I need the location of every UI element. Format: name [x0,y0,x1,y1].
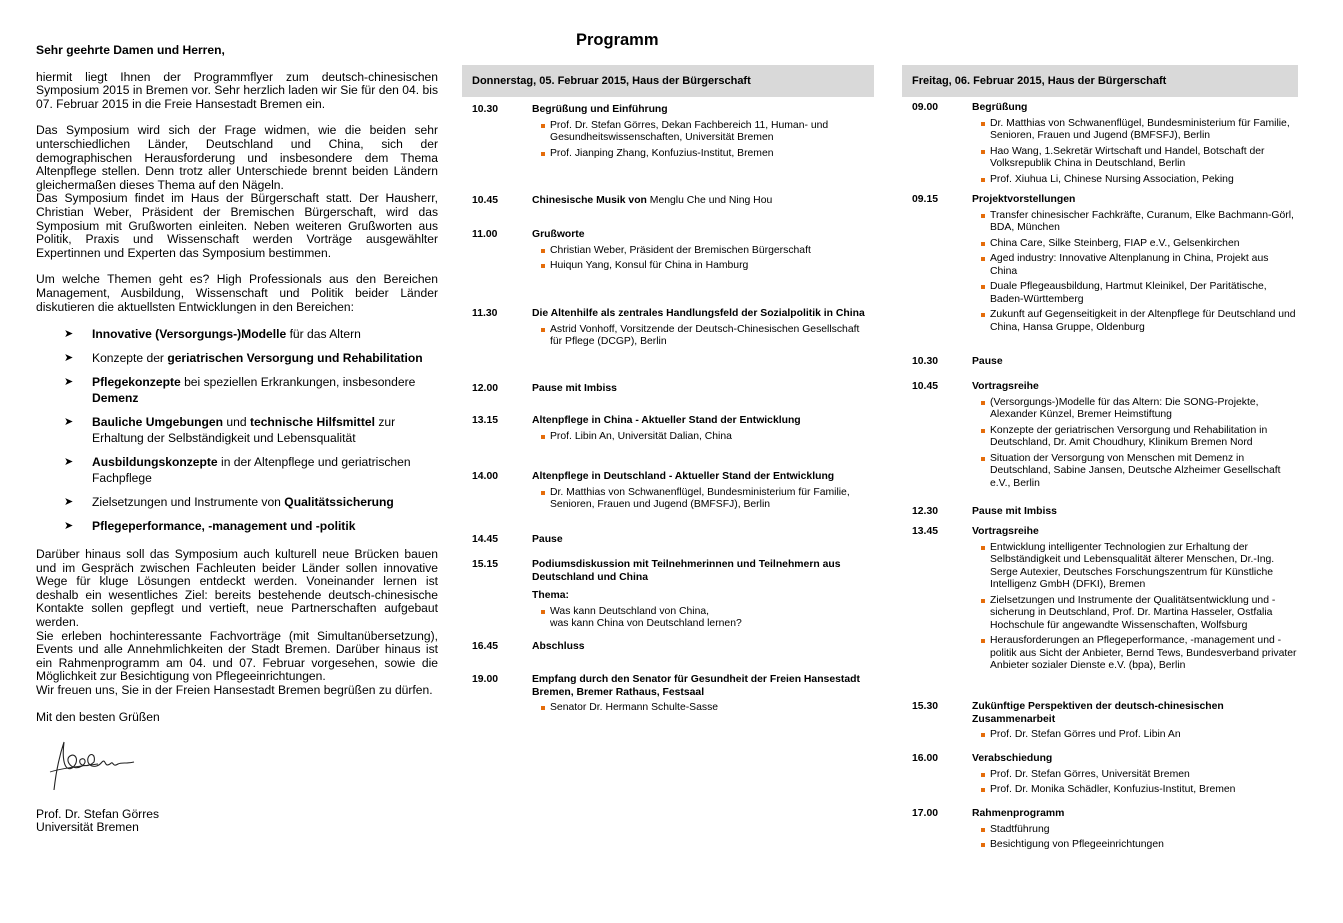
entry-content [532,641,874,654]
speaker-item: Astrid Vonhoff, Vorsitzende der Deutsch-Chinesischen Gesellschaft für Pflege (DCGP), Berlin [540,324,874,349]
entry-title: Empfang durch den Senator für Gesundheit der Freien Hansestadt Bremen, Bremer Rathaus, Festsaal [532,674,860,698]
speaker-item: Dr. Matthias von Schwanenflügel, Bundesministerium für Familie, Senioren, Frauen und Jugend (BMFSFJ), Berlin [980,118,1298,143]
entry-time: 12.00 [472,383,499,394]
speaker-list [972,769,1298,797]
invitation-letter [36,44,438,835]
speaker-item: Transfer chinesischer Fachkräfte, Curanum, Elke Bachmann-Görl, BDA, München [980,210,1298,235]
speaker-list [532,120,874,161]
letter-paragraph-3: Das Symposium findet im Haus der Bürgerschaft statt. Der Hausherr, Christian Weber, Präsident der Bremischen Bürgerschaft, wird das Symposium mit Grußworten einleiten. Neben weiteren Grußworten aus Politik, Praxis und Wissenschaft werden Vorträge ausgewählter Expertinnen und Experten das Symposium bestimmen. [36,191,438,260]
speaker-list [532,487,874,512]
letter-paragraph-2: Das Symposium wird sich der Frage widmen, wie die beiden sehr unterschiedlichen Länder, Deutschland und China, sich der demographischen Herausforderung und insbesondere dem Thema Altenpflege stellen. Denn trotz aller Unterschiede brennt beiden Ländern gleichermaßen dieses Thema auf den Nägeln. [36,123,438,192]
entry-title: Die Altenhilfe als zentrales Handlungsfeld der Sozialpolitik in China [532,308,865,319]
speaker-item: Konzepte der geriatrischen Versorgung und Rehabilitation in Deutschland, Dr. Amit Choudhury, Klinikum Bremen Nord [980,425,1298,450]
entry-title: Vortragsreihe [972,381,1039,392]
entry-title: Altenpflege in China - Aktueller Stand der Entwicklung [532,415,801,426]
entry-time: 11.30 [472,308,498,319]
entry-time: 10.45 [472,195,499,206]
arrow-bullet-icon: ➤ [64,416,74,429]
entry-time: 15.15 [472,559,499,570]
entry-title: Rahmenprogramm [972,808,1065,819]
entry-content [972,194,1298,337]
entry-time: 17.00 [912,808,939,819]
arrow-bullet-icon: ➤ [64,352,74,365]
entry-title: Abschluss [532,641,585,652]
speaker-list [532,324,874,349]
day2-column [902,65,1298,850]
topic-item: ➤ Ausbildungskonzepte in der Altenpflege und geriatrischen Fachpflege [64,455,411,486]
speaker-item: Zukunft auf Gegenseitigkeit in der Altenpflege für Deutschland und China, Hansa Gruppe, Oldenburg [980,309,1298,334]
entry-content [532,559,874,631]
entry-content [532,674,874,718]
entry-title: Pause [972,356,1003,367]
topic-item: ➤ Pflegeperformance, -management und -politik [64,519,356,534]
speaker-list [532,702,874,715]
entry-title: Pause mit Imbiss [972,506,1057,517]
speaker-item: Prof. Dr. Stefan Görres und Prof. Libin An [980,729,1298,742]
letter-paragraph-1: hiermit liegt Ihnen der Programmflyer zum deutsch-chinesischen Symposium 2015 in Bremen vor. Sehr herzlich laden wir Sie für den 04. bis 07. Februar 2015 in die Freie Hansestadt Bremen ein. [36,69,438,111]
entry-content [532,104,874,163]
speaker-item: Prof. Dr. Stefan Görres, Universität Bremen [980,769,1298,782]
speaker-list [972,542,1298,673]
discussion-topic-line: Was kann Deutschland von China, [540,606,874,619]
speaker-list [532,431,874,444]
entry-time: 12.30 [912,506,939,517]
speaker-item: Prof. Libin An, Universität Dalian, China [540,431,874,444]
topic-item: ➤ Innovative (Versorgungs-)Modelle für das Altern [64,327,361,342]
speaker-list [972,397,1298,491]
speaker-item: Stadtführung [980,824,1298,837]
entry-time: 10.30 [912,356,939,367]
speaker-list [972,824,1298,852]
entry-time: 19.00 [472,674,499,685]
program-title: Programm [576,31,659,49]
entry-title: Podiumsdiskussion mit Teilnehmerinnen und Teilnehmern aus Deutschland und China [532,559,841,583]
entry-content [532,471,874,515]
speaker-item: (Versorgungs-)Modelle für das Altern: Die SONG-Projekte, Alexander Künzel, Bremer Heimstiftung [980,397,1298,422]
entry-content [972,808,1298,855]
entry-time: 09.15 [912,194,939,205]
salutation: Sehr geehrte Damen und Herren, [36,43,225,57]
letter-paragraph-4: Um welche Themen geht es? High Professionals aus den Bereichen Management, Ausbildung, Wissenschaft und Politik beider Länder diskutieren die aktuellsten Entwicklungen in den Bereichen: [36,272,438,314]
speaker-item: Herausforderungen an Pflegeperformance, -management und -politik aus Sicht der Anbieter, Bernd Tews, Bundesverband privater Anbieter sozialer Dienste e.V. (bpa), Berlin [980,635,1298,673]
speaker-item: Prof. Xiuhua Li, Chinese Nursing Association, Peking [980,174,1298,187]
topic-item: ➤ Konzepte der geriatrischen Versorgung und Rehabilitation [64,351,423,366]
entry-time: 10.30 [472,104,499,115]
speaker-item: Prof. Dr. Stefan Görres, Dekan Fachbereich 11, Human- und Gesundheitswissenschaften, Universität Bremen [540,120,874,145]
day1-column [462,65,874,713]
speaker-item: Aged industry: Innovative Altenplanung in China, Projekt aus China [980,253,1298,278]
speaker-list [532,245,874,273]
topic-item: ➤ Bauliche Umgebungen und technische Hilfsmittel zur Erhaltung der Selbständigkeit und Lebensqualität [64,415,396,446]
speaker-item: Entwicklung intelligenter Technologien zur Erhaltung der Selbständigkeit und Lebensqualität älterer Menschen, Dr.-Ing. Serge Autexier, Deutsches Forschungszentrum für Künstliche Intelligenz GmbH (DFKI), Bremen [980,542,1298,592]
signer-name: Prof. Dr. Stefan Görres [36,806,159,821]
entry-title: Zukünftige Perspektiven der deutsch-chinesischen Zusammenarbeit [972,701,1224,725]
entry-title: Altenpflege in Deutschland - Aktueller Stand der Entwicklung [532,471,835,482]
entry-content [532,308,874,352]
entry-time: 14.00 [472,471,499,482]
entry-content [972,753,1298,800]
topic-item: ➤ Pflegekonzepte bei speziellen Erkrankungen, insbesondere Demenz [64,375,416,406]
speaker-list [972,118,1298,187]
speaker-item: Dr. Matthias von Schwanenflügel, Bundesministerium für Familie, Senioren, Frauen und Jugend (BMFSFJ), Berlin [540,487,874,512]
letter-paragraph-6: Sie erleben hochinteressante Fachvorträge (mit Simultanübersetzung), Events und alle Annehmlichkeiten der Stadt Bremen. Darüber hinaus ist ein Rahmenprogramm am 04. und 07. Februar vorgesehen, sowie die Möglichkeit zur Besichtigung von Pflegeeinrichtungen. [36,628,438,684]
arrow-bullet-icon: ➤ [64,376,74,389]
entry-title: Begrüßung und Einführung [532,104,668,115]
entry-title: Pause mit Imbiss [532,383,617,394]
entry-content [972,102,1298,189]
speaker-item: Christian Weber, Präsident der Bremischen Bürgerschaft [540,245,874,258]
arrow-bullet-icon: ➤ [64,328,74,341]
entry-title: Begrüßung [972,102,1028,113]
topic-item: ➤ Zielsetzungen und Instrumente von Qualitätssicherung [64,495,394,510]
entry-time: 10.45 [912,381,939,392]
entry-time: 15.30 [912,701,939,712]
entry-content [972,701,1298,745]
entry-title: Projektvorstellungen [972,194,1076,205]
speaker-item: Prof. Jianping Zhang, Konfuzius-Institut, Bremen [540,148,874,161]
entry-content [532,415,874,446]
entry-content [972,381,1298,493]
discussion-topic-label: Thema: [532,590,569,601]
arrow-bullet-icon: ➤ [64,496,74,509]
arrow-bullet-icon: ➤ [64,456,74,469]
handwritten-signature [42,732,142,796]
closing: Mit den besten Grüßen [36,709,160,724]
entry-title: Pause [532,534,563,545]
entry-content [532,534,874,547]
speaker-item: Hao Wang, 1.Sekretär Wirtschaft und Handel, Botschaft der Volksrepublik China in Deutschland, Berlin [980,146,1298,171]
entry-title: Grußworte [532,229,585,240]
letter-paragraph-5: Darüber hinaus soll das Symposium auch kulturell neue Brücken bauen und im Gespräch zwischen Fachleuten beider Länder sollen innovative Wege für kluge Lösungen entdeckt werden. Voneinander lernen ist deshalb ein wesentliches Ziel: bereits bestehende deutsch-chinesische Kontakte sollen gepflegt und vertieft, neue Partnerschaften aufgebaut werden. [36,547,438,630]
speaker-item: Senator Dr. Hermann Schulte-Sasse [540,702,874,715]
speaker-item: Huiqun Yang, Konsul für China in Hamburg [540,260,874,273]
entry-title: Verabschiedung [972,753,1053,764]
entry-content [972,356,1298,369]
day1-header: Donnerstag, 05. Februar 2015, Haus der Bürgerschaft [462,65,874,97]
speaker-item: Prof. Dr. Monika Schädler, Konfuzius-Institut, Bremen [980,784,1298,797]
entry-title: Vortragsreihe [972,526,1039,537]
entry-title: Chinesische Musik von Menglu Che und Ning Hou [532,195,773,206]
topics-list [36,326,438,534]
entry-content [972,526,1298,676]
entry-time: 14.45 [472,534,499,545]
entry-content [532,195,874,208]
entry-content [972,506,1298,519]
speaker-item: China Care, Silke Steinberg, FIAP e.V., Gelsenkirchen [980,238,1298,251]
day2-header: Freitag, 06. Februar 2015, Haus der Bürgerschaft [902,65,1298,97]
discussion-topic-list [532,606,874,631]
speaker-item: Situation der Versorgung von Menschen mit Demenz in Deutschland, Sabine Jansen, Deutsche Alzheimer Gesellschaft e.V., Berlin [980,453,1298,491]
entry-content [532,229,874,276]
entry-time: 13.15 [472,415,499,426]
discussion-topic-line: was kann China von Deutschland lernen? [550,618,742,629]
entry-time: 16.00 [912,753,939,764]
entry-time: 11.00 [472,229,498,240]
entry-time: 09.00 [912,102,939,113]
speaker-list [972,729,1298,742]
speaker-list [972,210,1298,335]
speaker-item: Duale Pflegeausbildung, Hartmut Kleinikel, Der Paritätische, Baden-Württemberg [980,281,1298,306]
speaker-item: Besichtigung von Pflegeeinrichtungen [980,839,1298,852]
arrow-bullet-icon: ➤ [64,520,74,533]
signer-organization: Universität Bremen [36,820,139,835]
entry-content [532,383,874,396]
entry-time: 16.45 [472,641,499,652]
speaker-item: Zielsetzungen und Instrumente der Qualitätsentwicklung und -sicherung in Deutschland, Prof. Dr. Martina Hasseler, Ostfalia Hochschule für angewandte Wissenschaften, Wolfsburg [980,595,1298,633]
entry-time: 13.45 [912,526,939,537]
letter-paragraph-7: Wir freuen uns, Sie in der Freien Hansestadt Bremen begrüßen zu dürfen. [36,683,433,698]
